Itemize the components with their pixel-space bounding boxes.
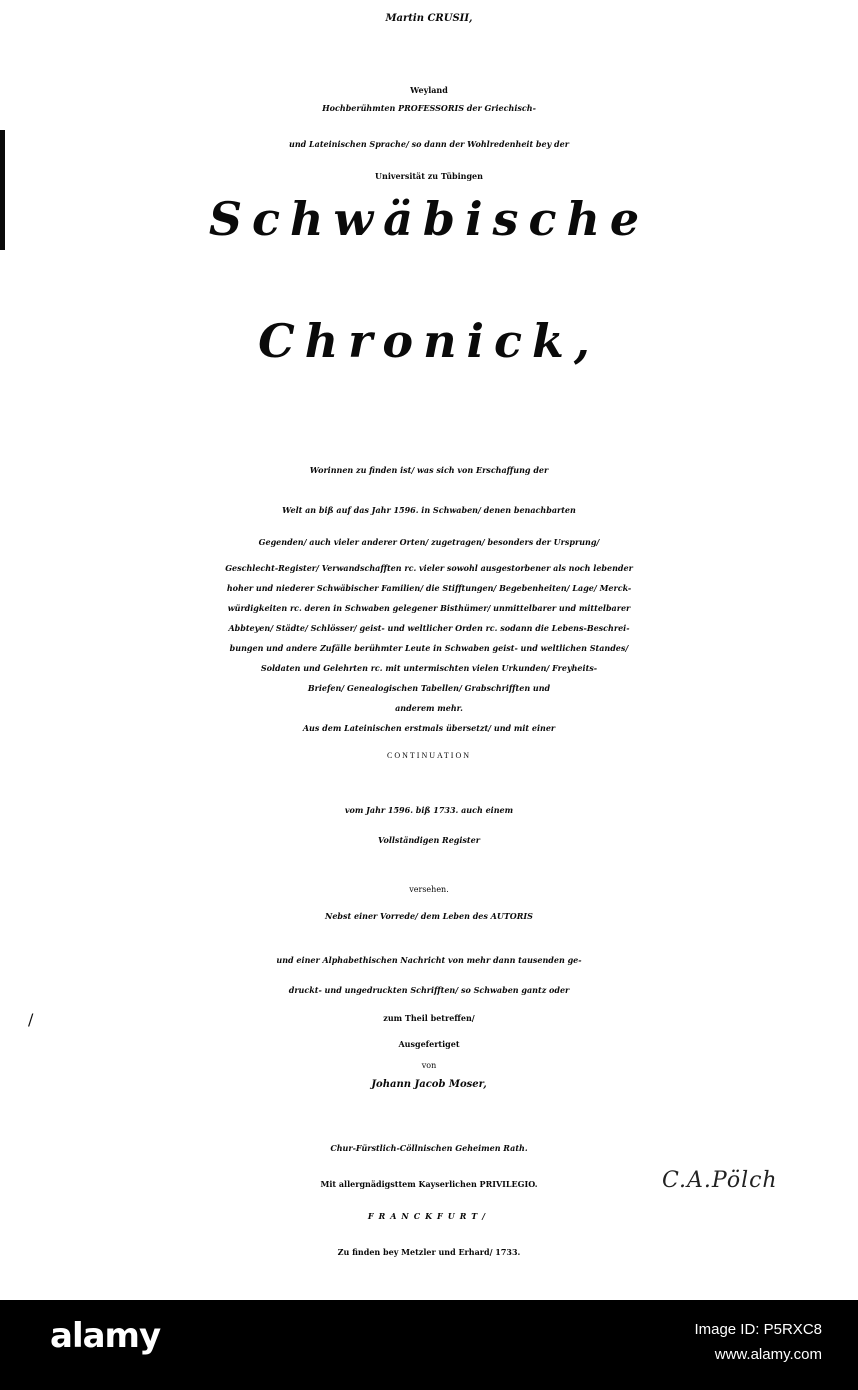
editor-title: Chur-Fürstlich-Cöllnischen Geheimen Rath. xyxy=(330,1143,528,1153)
description-line-10: Briefen/ Genealogischen Tabellen/ Grabschrifften und xyxy=(307,683,551,693)
weyland-line: Weyland xyxy=(410,85,448,95)
years-line: vom Jahr 1596. biß 1733. auch einem xyxy=(344,805,514,815)
preface-line: Nebst einer Vorrede/ dem Leben des AUTORIS xyxy=(325,911,533,921)
description-line-4: Geschlecht-Register/ Verwandschafften rc. vieler sowohl ausgestorbener als noch lebender xyxy=(225,563,633,573)
site-url: www.alamy.com xyxy=(714,1346,822,1363)
university-line: Universität zu Tübingen xyxy=(375,171,483,181)
continuation-heading: CONTINUATION xyxy=(387,751,471,760)
main-title-schwaebische: Schwäbische xyxy=(208,192,650,246)
translated-line: Aus dem Lateinischen erstmals übersetzt/ und mit einer xyxy=(302,723,556,733)
image-id-label: Image ID: P5RXC8 xyxy=(694,1321,822,1338)
description-line-2: Welt an biß auf das Jahr 1596. in Schwaben/ denen benachbarten xyxy=(282,505,576,515)
description-line-8: bungen und andere Zufälle berühmter Leute in Schwaben geist- und weltlichen Standes/ xyxy=(229,643,629,653)
description-line-6: würdigkeiten rc. deren in Schwaben gelegener Bisthümer/ unmittelbarer und mittelbarer xyxy=(227,603,631,613)
register-line: Vollständigen Register xyxy=(378,835,480,845)
professor-line: Hochberühmten PROFESSORIS der Griechisch- xyxy=(322,103,536,113)
description-line-7: Abbteyen/ Städte/ Schlösser/ geist- und weltlicher Orden rc. sodann die Lebens-Beschrei- xyxy=(228,623,630,633)
von-line: von xyxy=(421,1061,437,1070)
language-line: und Lateinischen Sprache/ so dann der Wohlredenheit bey der xyxy=(289,139,569,149)
versehen-line: versehen. xyxy=(409,885,449,894)
privilege-line: Mit allergnädigsttem Kayserlichen PRIVILEGIO. xyxy=(320,1179,538,1189)
alamy-logo: alamy xyxy=(50,1316,161,1356)
margin-slash-mark: / xyxy=(28,1010,34,1029)
description-line-9: Soldaten und Gelehrten rc. mit untermischten vielen Urkunden/ Freyheits- xyxy=(260,663,598,673)
handwritten-signature: C.A.Pölch xyxy=(662,1168,778,1193)
description-line-1: Worinnen zu finden ist/ was sich von Erschaffung der xyxy=(309,465,549,475)
city-line: FRANCKFURT/ xyxy=(367,1211,491,1221)
druckt-line: druckt- und ungedruckten Schrifften/ so Schwaben gantz oder xyxy=(288,985,570,995)
main-title-chronick: Chronick, xyxy=(258,314,600,368)
author-name: Martin CRUSII, xyxy=(385,13,473,24)
alphabet-line: und einer Alphabethischen Nachricht von mehr dann tausenden ge- xyxy=(276,955,582,965)
ausgefertiget-line: Ausgefertiget xyxy=(398,1039,460,1049)
description-line-3: Gegenden/ auch vieler anderer Orten/ zugetragen/ besonders der Ursprung/ xyxy=(258,537,600,547)
theil-line: zum Theil betreffen/ xyxy=(383,1013,475,1023)
description-line-11: anderem mehr. xyxy=(395,703,463,713)
publisher-line: Zu finden bey Metzler und Erhard/ 1733. xyxy=(337,1247,521,1257)
description-line-5: hoher und niederer Schwäbischer Familien/ die Stifftungen/ Begebenheiten/ Lage/ Merck- xyxy=(226,583,632,593)
editor-name: Johann Jacob Moser, xyxy=(371,1079,487,1090)
